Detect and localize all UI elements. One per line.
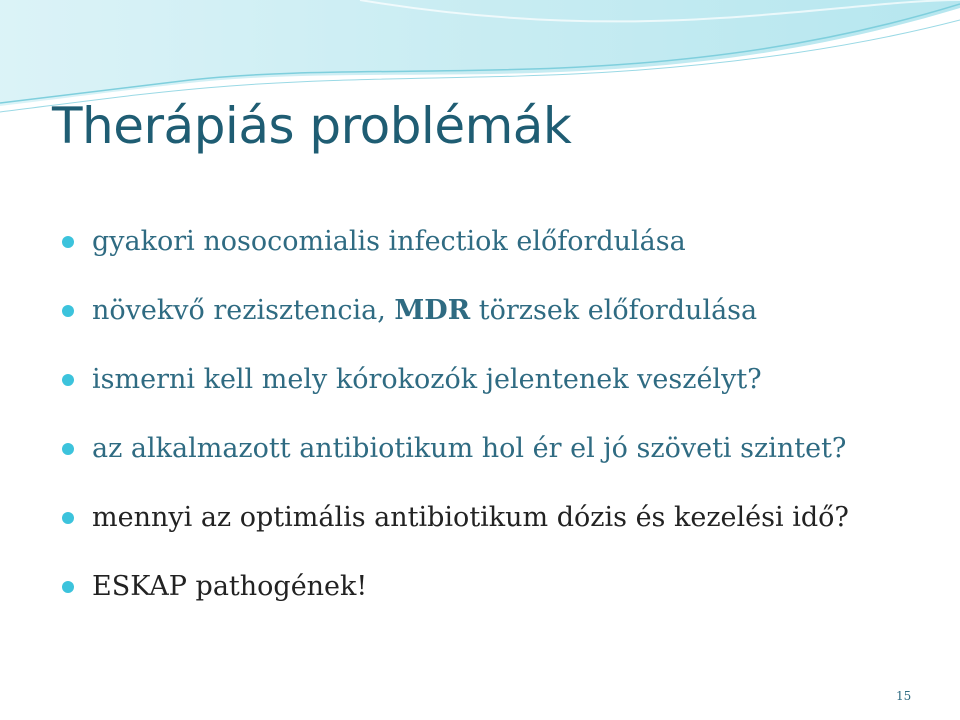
slide-title: Therápiás problémák (52, 97, 572, 155)
bullet-dot-icon (62, 305, 74, 317)
bullet-text: ESKAP pathogének! (92, 571, 368, 602)
bullet-text: az alkalmazott antibiotikum hol ér el jó szöveti szintet? (92, 433, 847, 464)
bullet-dot-icon (62, 581, 74, 593)
slide-number: 15 (896, 689, 912, 703)
bullet-text-after: törzsek előfordulása (470, 295, 758, 326)
bullet-dot-icon (62, 236, 74, 248)
bullet-dot-icon (62, 374, 74, 386)
bullet-text: mennyi az optimális antibiotikum dózis és kezelési idő? (92, 502, 849, 533)
bullet-text: gyakori nosocomialis infectiok előfordulása (92, 226, 686, 257)
bullet-text-bold: MDR (394, 295, 471, 326)
bullet-text-before: növekvő rezisztencia, (92, 295, 395, 326)
bullet-text (92, 283, 757, 339)
bullet-dot-icon (62, 443, 74, 455)
bullet-text: ismerni kell mely kórokozók jelentenek veszélyt? (92, 364, 762, 395)
bullet-dot-icon (62, 512, 74, 524)
